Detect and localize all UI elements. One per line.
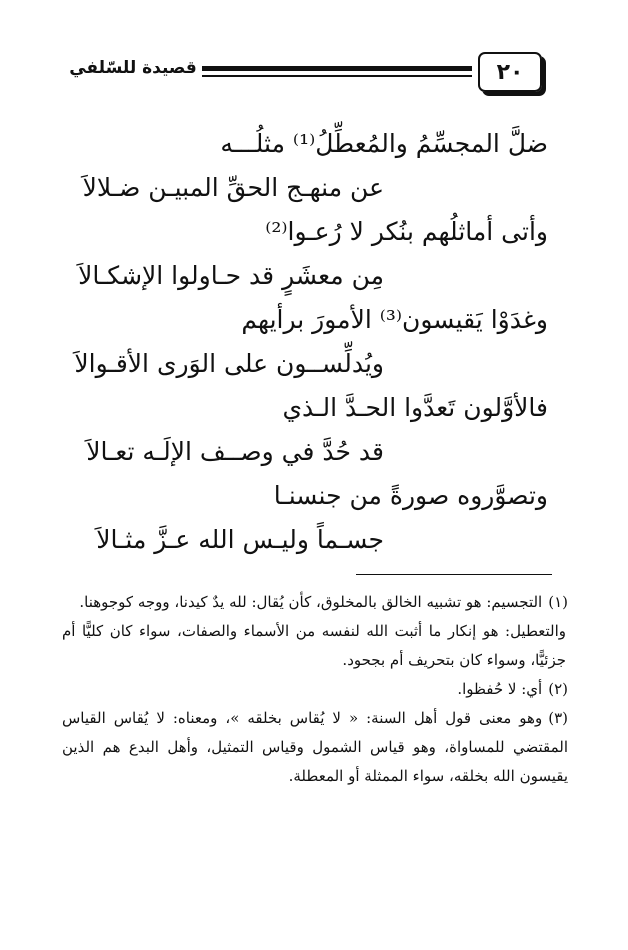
header-rule-thin — [202, 75, 472, 77]
footnote — [62, 588, 568, 617]
page-number: ٢٠ — [478, 52, 542, 92]
footnote — [62, 675, 568, 704]
footnotes — [62, 588, 568, 791]
verse-line: وتصوَّروه صورةً من جنسنـا — [273, 481, 548, 510]
verse-line: فالأوَّلون تَعدَّوا الحـدَّ الـذي — [282, 393, 548, 422]
verse-line: وأتى أماثلُهم بنُكر لا رُعـوا⁽²⁾ — [265, 217, 548, 246]
header-rule-thick — [202, 66, 472, 71]
footnote-text: التجسيم: هو تشبيه الخالق بالمخلوق، كأن يُقال: لله يدٌ كيدنا، ووجه كوجوهنا. — [79, 593, 543, 611]
verse-line: جسـماً وليـس الله عـزَّ مثـالاَ — [96, 525, 384, 554]
page-header — [68, 52, 548, 102]
footnote-number: (٣) — [548, 709, 568, 727]
footnote-text: وهو معنى قول أهل السنة: « لا يُقاس بخلقه »، ومعناه: لا يُقاس القياس المقتضي للمساواة، وهو قياس الشمول وقياس التمثيل، وأهل البدع هم الذين يقيسون الله بخلقه، سواء الممثلة أو المعطلة. — [62, 709, 568, 785]
footnote — [62, 704, 568, 791]
footnote — [62, 617, 568, 675]
verse-line: ويُدلِّســون على الوَرى الأقـوالاَ — [74, 349, 384, 378]
verse-line: مِن معشَرٍ قد حـاولوا الإشكـالاَ — [78, 261, 384, 290]
book-title: قصيدة للسّلفي — [69, 58, 197, 78]
poem — [60, 122, 560, 562]
footnote-text: والتعطيل: هو إنكار ما أثبت الله لنفسه من الأسماء والصفات، سواء كان كليًّا أم جزئيًّا، وسواء كان بتحريف أم بجحود. — [62, 622, 566, 669]
verse-line: ضلَّ المجسِّمُ والمُعطِّلُ⁽¹⁾ مثلُـــه — [220, 129, 548, 158]
footnote-text: أي: لا حُفظوا. — [457, 680, 543, 698]
footnote-number: (٢) — [548, 680, 568, 698]
verse-line: قد حُدَّ في وصــف الإلَـه تعـالاَ — [86, 437, 384, 466]
verse-line: عن منهـج الحقِّ المبيـن ضـلالاَ — [82, 173, 384, 202]
verse-line: وغدَوْا يَقيسون⁽³⁾ الأمورَ برأيهم — [241, 305, 548, 334]
footnote-separator — [356, 574, 552, 575]
footnote-number: (١) — [548, 593, 568, 611]
